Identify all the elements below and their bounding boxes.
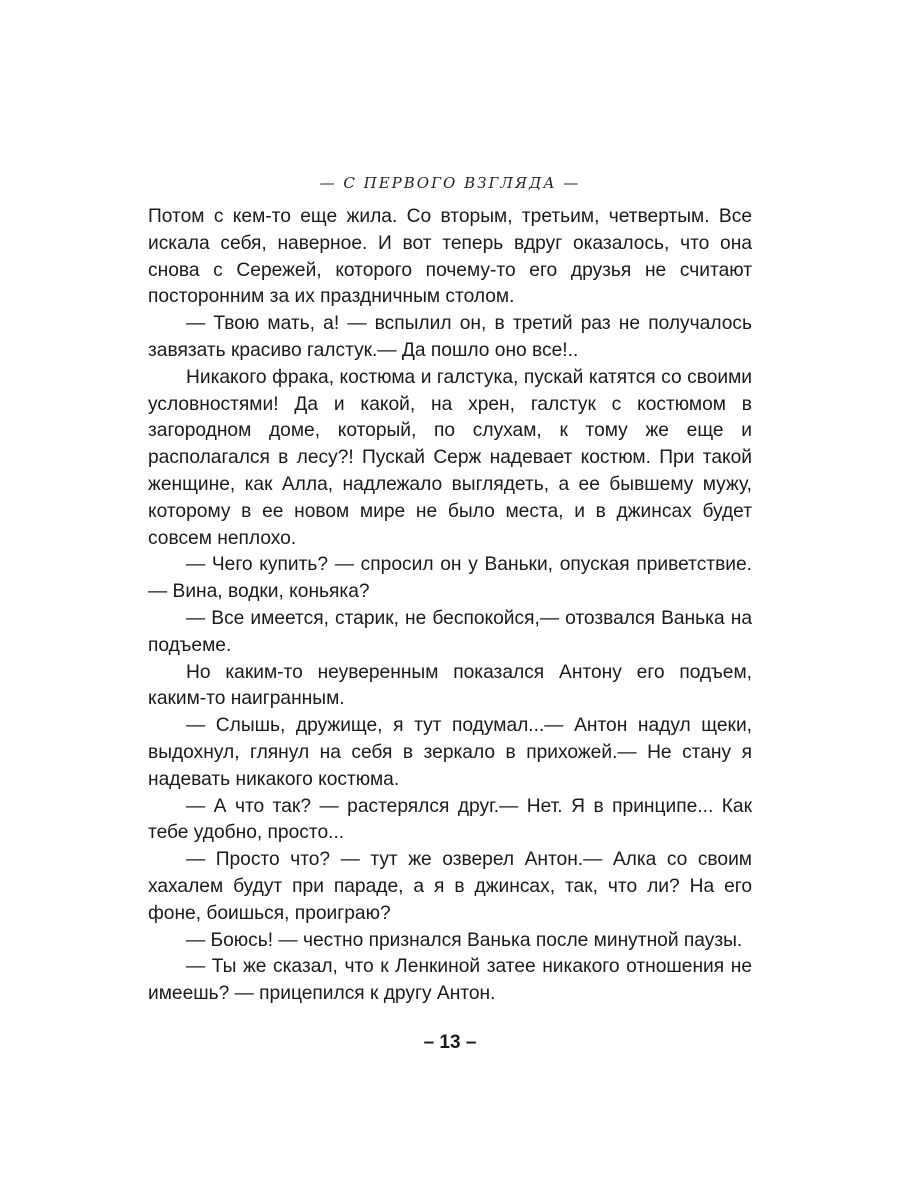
paragraph: — Все имеется, старик, не беспокойся,— отозвался Ванька на подъеме.	[148, 607, 752, 656]
paragraph: — Твою мать, а! — вспылил он, в третий раз не получалось завязать красиво галстук.— Да пошло оно все!..	[148, 313, 752, 361]
paragraph: — Слышь, дружище, я тут подумал...— Антон надул щеки, выдохнул, глянул на себя в зеркало в прихожей.— Не стану я надевать никакого костюма.	[148, 715, 752, 790]
page-number: – 13 –	[423, 1032, 477, 1053]
body-text	[148, 204, 752, 1008]
paragraph: — Чего купить? — спросил он у Ваньки, опуская приветствие.— Вина, водки, коньяка?	[148, 554, 752, 603]
paragraph: Но каким-то неуверенным показался Антону его подъем, каким-то наигранным.	[148, 661, 752, 710]
paragraph: — Боюсь! — честно признался Ванька после минутной паузы.	[186, 929, 743, 951]
paragraph: — А что так? — растерялся друг.— Нет. Я в принципе... Как тебе удобно, просто...	[148, 795, 752, 844]
paragraph: — Ты же сказал, что к Ленкиной затее никакого отношения не имеешь? — прицепился к другу Антон.	[148, 956, 752, 1005]
running-header: — С ПЕРВОГО ВЗГЛЯДА —	[319, 174, 581, 192]
paragraph: Потом с кем-то еще жила. Со вторым, третьим, четвертым. Все искала себя, наверное. И вот теперь вдруг оказалось, что она снова с Сережей, которого почему-то его друзья не считают посторонним за их праздничным столом.	[148, 206, 752, 308]
paragraph: Никакого фрака, костюма и галстука, пускай катятся со своими условностями! Да и какой, на хрен, галстук с костюмом в загородном доме, который, по слухам, к тому же еще и располагался в лесу?! Пускай Серж надевает костюм. При такой женщине, как Алла, надлежало выглядеть, а ее бывшему мужу, которому в ее новом мире не было места, и в джинсах будет совсем неплохо.	[148, 366, 752, 549]
paragraph: — Просто что? — тут же озверел Антон.— Алка со своим хахалем будут при параде, а я в джинсах, так, что ли? На его фоне, боишься, проиграю?	[148, 849, 752, 924]
